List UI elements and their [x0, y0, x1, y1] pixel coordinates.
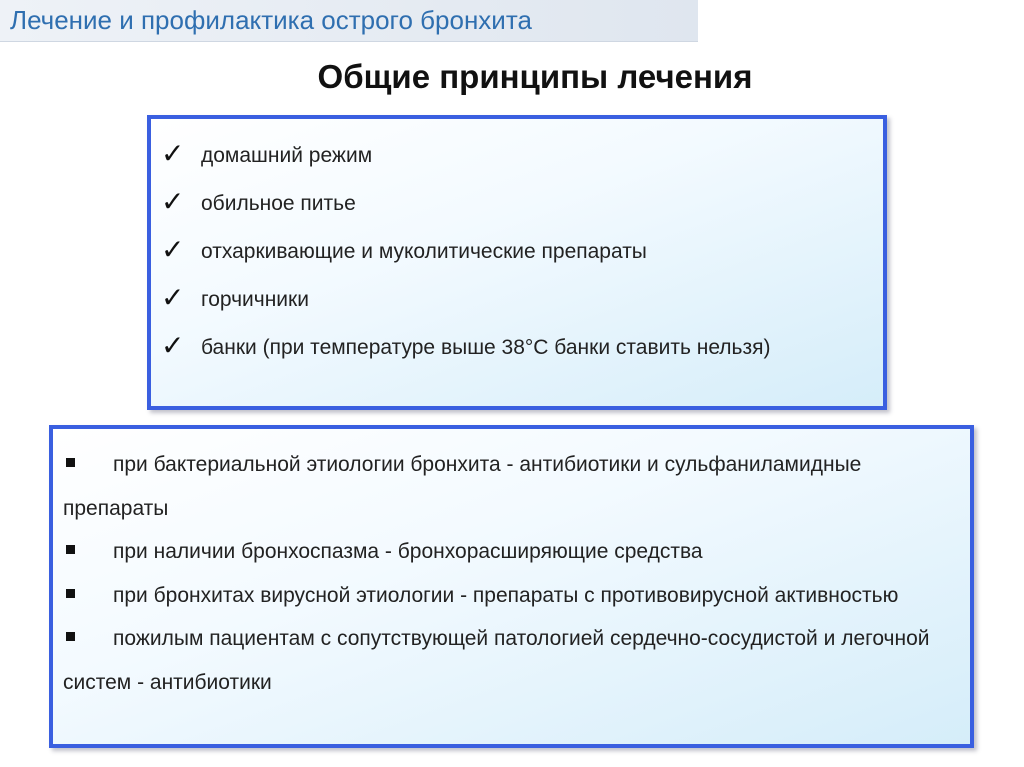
list-item [63, 617, 943, 704]
list-item-label: горчичники [201, 288, 309, 311]
list-item-label: при бронхитах вирусной этиологии - препараты с противовирусной активностью [113, 583, 899, 607]
list-item-label: обильное питье [201, 192, 356, 215]
list-item [161, 179, 876, 227]
list-item-label: банки (при температуре выше 38°С банки ставить нельзя) [201, 336, 771, 359]
list-item [63, 574, 943, 618]
list-item-label: при наличии бронхоспазма - бронхорасширяющие средства [113, 540, 703, 563]
square-bullet-icon [66, 632, 75, 641]
list-item-label: домашний режим [201, 144, 373, 167]
list-item [161, 323, 876, 371]
list-item [63, 530, 943, 574]
header-title: Лечение и профилактика острого бронхита [10, 5, 532, 35]
check-icon: ✓ [161, 186, 185, 217]
list-item [161, 275, 876, 323]
check-icon: ✓ [161, 138, 185, 169]
page-title: Общие принципы лечения [317, 58, 753, 95]
list-item-label: при бактериальной этиологии бронхита - антибиотики и сульфаниламидные препараты [63, 453, 862, 520]
specific-treatment-box [49, 425, 974, 748]
specific-treatment-list [63, 443, 943, 704]
square-bullet-icon [66, 458, 75, 467]
square-bullet-icon [66, 589, 75, 598]
general-principles-list [161, 131, 876, 371]
general-principles-box [147, 115, 887, 410]
check-icon: ✓ [161, 234, 185, 265]
square-bullet-icon [66, 545, 75, 554]
check-icon: ✓ [161, 330, 185, 361]
list-item-label: пожилым пациентам с сопутствующей патологией сердечно-сосудистой и легочной систем - антибиотики [63, 627, 930, 694]
list-item [161, 227, 876, 275]
header-bar [0, 0, 698, 42]
list-item [161, 131, 876, 179]
list-item [63, 443, 943, 530]
list-item-label: отхаркивающие и муколитические препараты [201, 240, 647, 263]
check-icon: ✓ [161, 282, 185, 313]
